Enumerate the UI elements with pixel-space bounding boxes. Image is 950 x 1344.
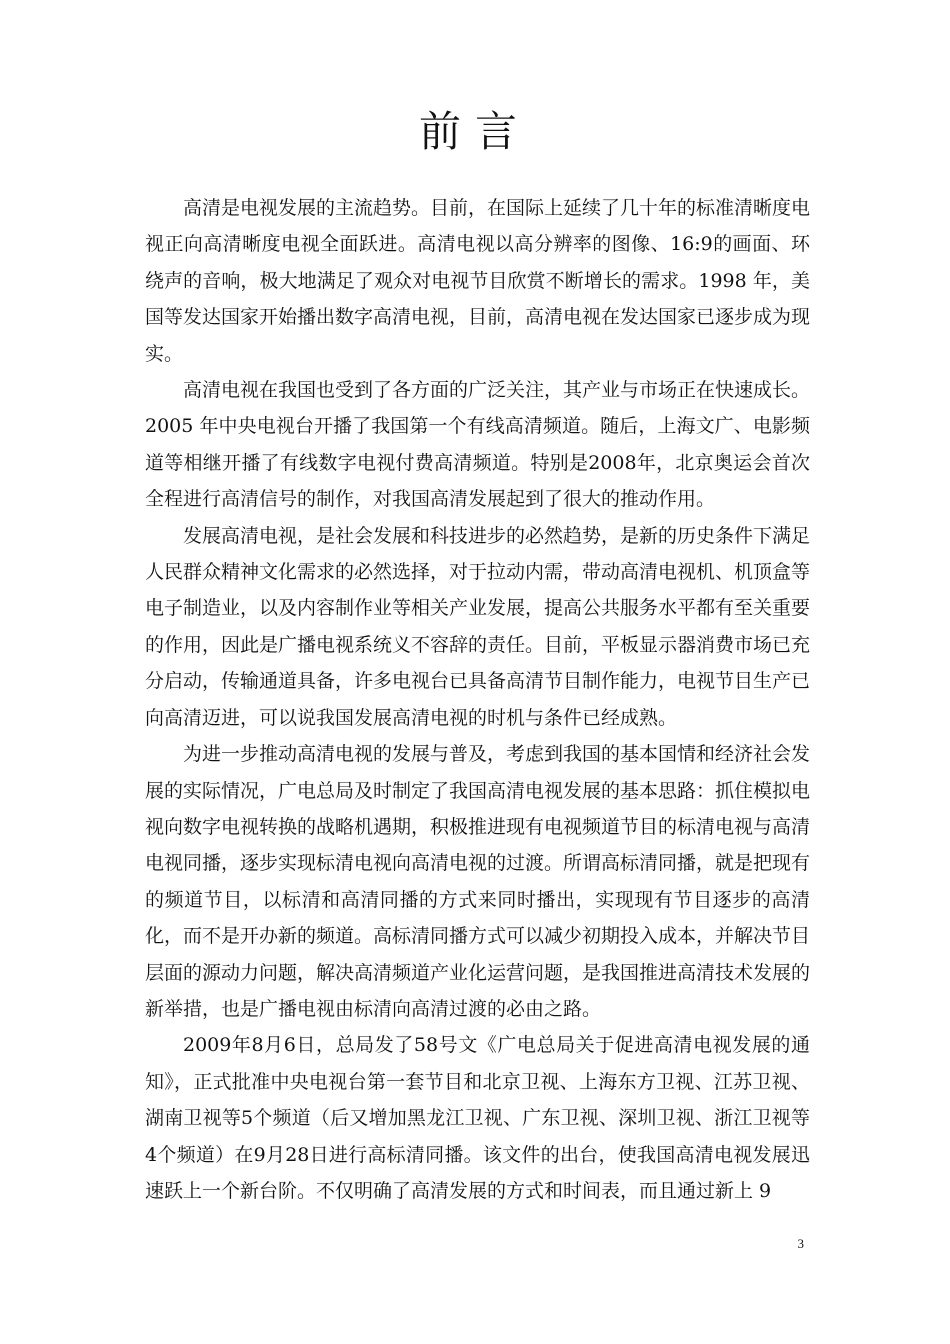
page-number: 3 — [797, 1236, 804, 1251]
page-title: 前言 — [418, 107, 531, 156]
paragraph-5: 2009年8月6日，总局发了58号文《广电总局关于促进高清电视发展的通知》，正式批准中央电视台第一套节目和北京卫视、上海东方卫视、江苏卫视、湖南卫视等5个频道（后又增加黑龙江卫视、广东卫视、深圳卫视、浙江卫视等4个频道）在9月28日进行高标清同播。该文件的出台，使我国高清电视发展迅速跃上一个新台阶。不仅明确了高清发展的方式和时间表，而且通过新上 9 — [145, 1034, 810, 1202]
paragraph-4: 为进一步推动高清电视的发展与普及，考虑到我国的基本国情和经济社会发展的实际情况，广电总局及时制定了我国高清电视发展的基本思路：抓住模拟电视向数字电视转换的战略机遇期，积极推进现有电视频道节目的标清电视与高清电视同播，逐步实现标清电视向高清电视的过渡。所谓高标清同播，就是把现有的频道节目，以标清和高清同播的方式来同时播出，实现现有节目逐步的高清化，而不是开办新的频道。高标清同播方式可以减少初期投入成本，并解决节目层面的源动力问题，解决高清频道产业化运营问题，是我国推进高清技术发展的新举措，也是广播电视由标清向高清过渡的必由之路。 — [145, 743, 811, 1020]
body-text — [145, 190, 810, 1209]
paragraph-1: 高清是电视发展的主流趋势。目前，在国际上延续了几十年的标准清晰度电视正向高清晰度电视全面跃进。高清电视以高分辨率的图像、16:9的画面、环绕声的音响，极大地满足了观众对电视节目欣赏不断增长的需求。1998 年，美国等发达国家开始播出数字高清电视，目前，高清电视在发达国家已逐步成为现实。 — [145, 197, 811, 365]
paragraph-2: 高清电视在我国也受到了各方面的广泛关注，其产业与市场正在快速成长。2005 年中央电视台开播了我国第一个有线高清频道。随后，上海文广、电影频道等相继开播了有线数字电视付费高清频道。特别是2008年，北京奥运会首次全程进行高清信号的制作，对我国高清发展起到了很大的推动作用。 — [145, 379, 811, 511]
paragraph-3: 发展高清电视，是社会发展和科技进步的必然趋势，是新的历史条件下满足人民群众精神文化需求的必然选择，对于拉动内需，带动高清电视机、机顶盒等电子制造业，以及内容制作业等相关产业发展，提高公共服务水平都有至关重要的作用，因此是广播电视系统义不容辞的责任。目前，平板显示器消费市场已充分启动，传输通道具备，许多电视台已具备高清节目制作能力，电视节目生产已向高清迈进，可以说我国发展高清电视的时机与条件已经成熟。 — [145, 524, 811, 729]
